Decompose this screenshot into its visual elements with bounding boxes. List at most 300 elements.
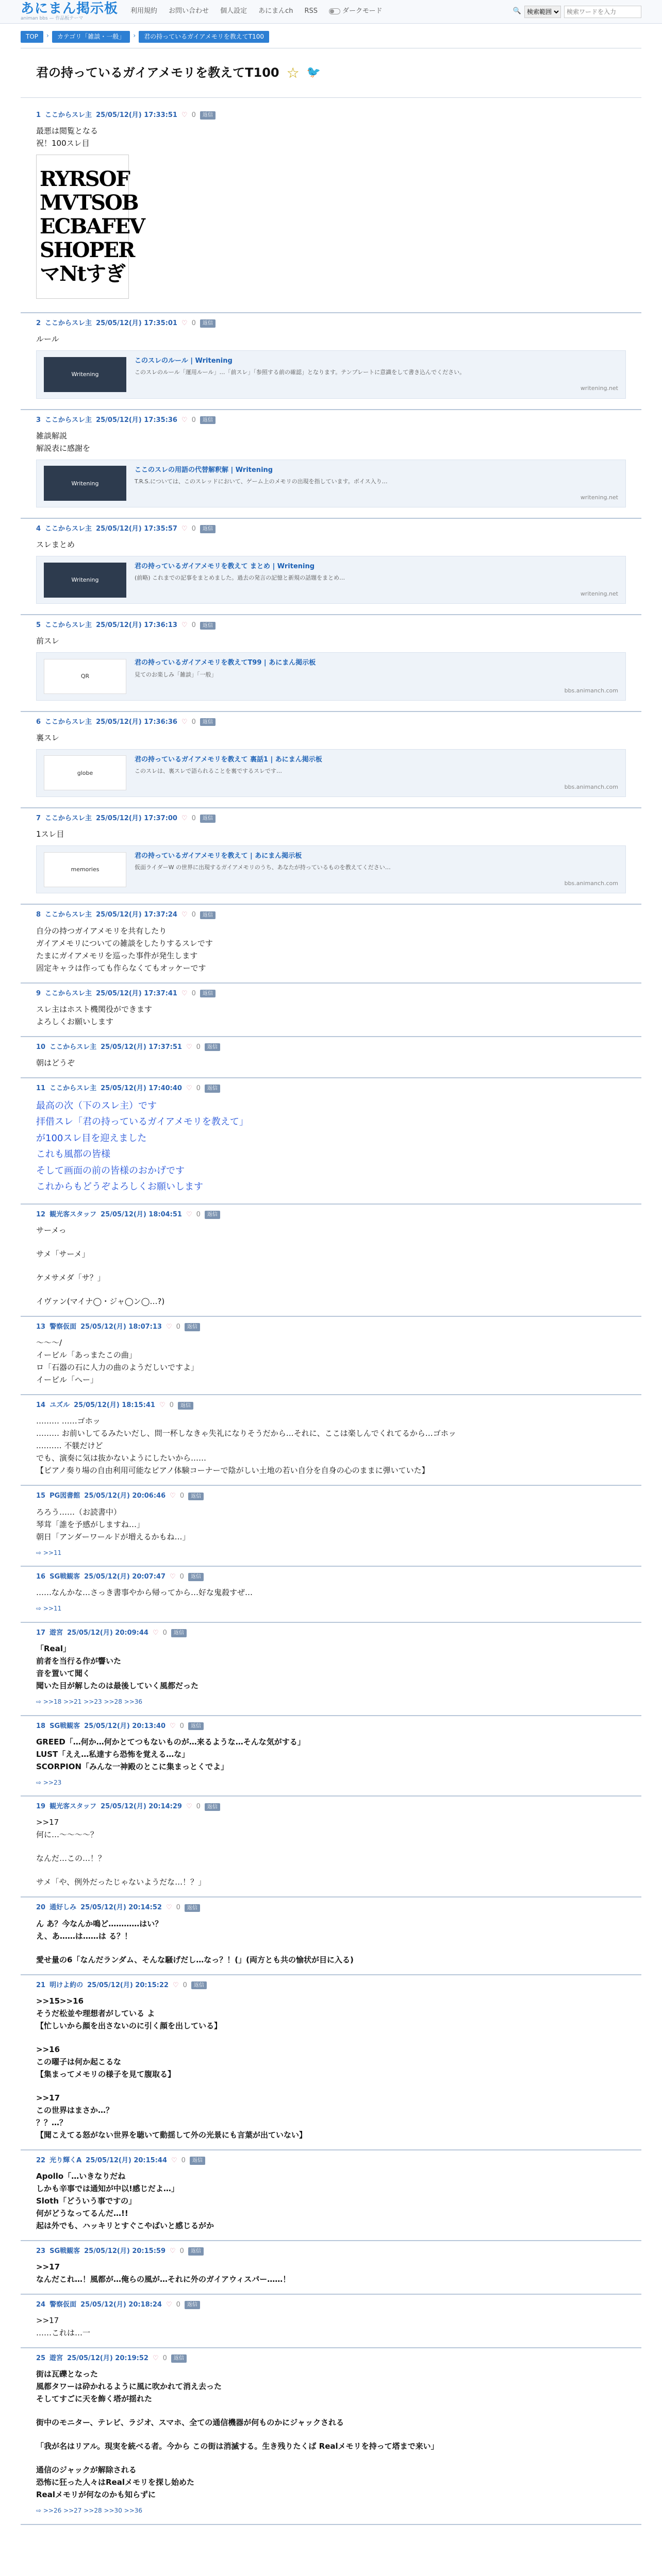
- post-number[interactable]: 2: [36, 319, 41, 328]
- heart-icon[interactable]: ♡: [186, 1803, 192, 1811]
- image-text-line: マNtすぎ: [40, 262, 125, 286]
- link-card[interactable]: [36, 749, 626, 797]
- post-line: 街は瓦礫となった: [36, 2369, 98, 2379]
- like-count: 0: [191, 621, 196, 630]
- post-number[interactable]: 12: [36, 1210, 46, 1218]
- post: [21, 1716, 641, 1797]
- post-line: スレまとめ: [36, 540, 75, 550]
- post-date: 25/05/12(月) 17:35:57: [96, 524, 177, 533]
- heart-icon[interactable]: ♡: [186, 1210, 192, 1218]
- heart-icon[interactable]: ♡: [181, 524, 188, 533]
- reply-badge[interactable]: 返信: [200, 319, 216, 328]
- post-line: たまにガイアメモリを巡った事件が発生します: [36, 951, 198, 960]
- reply-badge[interactable]: 返信: [205, 1043, 220, 1052]
- post-number[interactable]: 4: [36, 524, 41, 533]
- link-card[interactable]: [36, 845, 626, 893]
- post-line: Sloth「どういう事ですの」: [36, 2196, 137, 2206]
- post-line: [36, 2032, 626, 2043]
- post-author: ここからスレ主: [49, 1084, 97, 1092]
- image-text-line: RYRSOF: [40, 167, 129, 192]
- like-count: 0: [196, 1043, 201, 1051]
- post-number[interactable]: 8: [36, 911, 41, 919]
- reply-badge[interactable]: 返信: [205, 1084, 220, 1093]
- search-bar: [513, 6, 641, 18]
- nav-terms[interactable]: 利用規約: [130, 7, 158, 15]
- post-line: [36, 1284, 626, 1295]
- reply-links[interactable]: ⇨ >>11: [36, 1549, 62, 1556]
- reply-badge[interactable]: 返信: [185, 1904, 200, 1912]
- post-body: [36, 1224, 626, 1308]
- like-count: 0: [181, 2156, 186, 2164]
- post-number[interactable]: 16: [36, 1573, 46, 1581]
- post-header: [36, 1628, 626, 1638]
- reply-badge[interactable]: 返信: [205, 1803, 220, 1811]
- post: [21, 712, 641, 808]
- post: [21, 905, 641, 983]
- heart-icon[interactable]: ♡: [181, 111, 188, 119]
- like-count: 0: [191, 416, 196, 424]
- post-line: ……… お前いしてるみたいだし、問一杯しなきゃ失礼になりそうだから…それに、ここは楽しんでくれてるから…ゴホッ: [36, 1429, 456, 1438]
- like-count: 0: [191, 815, 196, 822]
- reply-links[interactable]: ⇨ >>23: [36, 1778, 62, 1786]
- post-line: [36, 2452, 626, 2464]
- post-line: そうだ松並や理想者がしている よ: [36, 2008, 155, 2018]
- post-line: 雑談解説: [36, 431, 68, 440]
- post-author: 明けよ約の: [49, 1981, 84, 1989]
- logo-text: あにまん掲示板: [21, 1, 119, 16]
- link-card-description: 見てのお楽しみ「雑談」「一般」: [135, 671, 217, 678]
- post-author: 警察仮面: [49, 1323, 77, 1331]
- reply-badge[interactable]: 返信: [188, 2247, 204, 2256]
- heart-icon[interactable]: ♡: [171, 2156, 177, 2164]
- post-line: 祝！100スレ目: [36, 139, 90, 148]
- post-line: 1スレ目: [36, 829, 64, 839]
- nav-contact[interactable]: お問い合わせ: [169, 7, 209, 15]
- post: [21, 1395, 641, 1486]
- post-body: [36, 1918, 626, 1966]
- reply-badge[interactable]: 返信: [171, 1629, 187, 1637]
- reply-links[interactable]: ⇨ >>18 >>21 >>23 >>28 >>36: [36, 1698, 143, 1705]
- post: [21, 615, 641, 711]
- link-card[interactable]: [36, 460, 626, 507]
- post-header: [36, 1400, 626, 1411]
- post-line: 最高の次（下のスレ主）です: [36, 1100, 157, 1111]
- like-count: 0: [176, 2301, 180, 2309]
- breadcrumb-thread[interactable]: 君の持っているガイアメモリを教えてT100: [139, 31, 269, 43]
- post-line: サーメっ: [36, 1226, 67, 1235]
- post-date: 25/05/12(月) 17:37:24: [96, 911, 177, 919]
- breadcrumb: [0, 24, 662, 48]
- link-card-domain: writening.net: [580, 494, 618, 501]
- post-author: 通好しみ: [49, 1904, 77, 1912]
- post-line: 風都タワーは砕かれるように風に吹かれて消え去った: [36, 2382, 222, 2392]
- post-body: [36, 2314, 626, 2339]
- link-card[interactable]: [36, 652, 626, 700]
- post-line: >>17: [36, 2316, 59, 2326]
- post-line: ろろう……（お読書中）: [36, 1507, 122, 1517]
- post: [21, 2150, 641, 2241]
- heart-icon[interactable]: ♡: [152, 2354, 159, 2363]
- post-date: 25/05/12(月) 17:33:51: [96, 111, 177, 119]
- post-line: え、あ……は……は る？！: [36, 1931, 133, 1941]
- post-number[interactable]: 5: [36, 621, 41, 630]
- link-card-info: [135, 658, 618, 694]
- post-author: 光り輝くA: [49, 2156, 82, 2164]
- post-line: 通信のジャックが解除される: [36, 2465, 137, 2475]
- post-date: 25/05/12(月) 18:15:41: [74, 1401, 155, 1410]
- post-number[interactable]: 1: [36, 111, 41, 119]
- post-author: ユズル: [49, 1401, 70, 1410]
- like-count: 0: [169, 1401, 174, 1410]
- post-line: サメ「サーメ」: [36, 1249, 90, 1259]
- post-header: [36, 989, 626, 999]
- post-header: [36, 1721, 626, 1732]
- heart-icon[interactable]: ♡: [170, 1573, 176, 1581]
- like-count: 0: [183, 1981, 187, 1989]
- post: [21, 1975, 641, 2150]
- image-text-line: SHOPER: [40, 238, 135, 263]
- post-line: そしてすごに天を飾く塔が揺れた: [36, 2394, 153, 2404]
- heart-icon[interactable]: ♡: [166, 1323, 172, 1331]
- heart-icon[interactable]: ♡: [170, 1492, 176, 1500]
- link-card-domain: writening.net: [580, 385, 618, 392]
- like-count: 0: [196, 1084, 201, 1092]
- link-card-title[interactable]: 君の持っているガイアメモリを教えてT99 | あにまん掲示板: [135, 659, 316, 667]
- post: [21, 1797, 641, 1897]
- like-count: 0: [196, 1210, 201, 1218]
- post-body: [36, 2368, 626, 2501]
- link-card-description: (前略) これまでの記事をまとめました。過去の発言の記憶と新規の話題をまとめ…: [135, 574, 345, 582]
- link-card-title[interactable]: このスレのルール | Writening: [135, 357, 233, 365]
- like-count: 0: [191, 319, 196, 328]
- post: [21, 2295, 641, 2348]
- reply-badge[interactable]: 返信: [178, 1402, 193, 1410]
- post-number[interactable]: 14: [36, 1401, 46, 1410]
- link-card-title[interactable]: 君の持っているガイアメモリを教えて まとめ | Writening: [135, 563, 315, 571]
- post-line: ルール: [36, 334, 59, 344]
- twitter-icon[interactable]: 🐦: [306, 66, 321, 79]
- post-header: [36, 1903, 626, 1913]
- post-number[interactable]: 18: [36, 1722, 46, 1730]
- post-body: [36, 430, 626, 454]
- post-line: ……これは…一: [36, 2328, 91, 2338]
- site-logo[interactable]: [21, 2, 118, 21]
- post-author: ここからスレ主: [45, 416, 92, 424]
- post-author: ここからスレ主: [45, 621, 92, 630]
- heart-icon[interactable]: ♡: [181, 621, 188, 630]
- reply-badge[interactable]: 返信: [200, 990, 216, 998]
- link-card[interactable]: [36, 350, 626, 398]
- post-header: [36, 1322, 626, 1332]
- post-line: ガイアメモリについての雑談をしたりするスレです: [36, 938, 213, 948]
- post-line: ？？…？: [36, 2117, 68, 2127]
- post-line: >>17: [36, 2262, 60, 2272]
- post-line: 【ピアノ奏り場の自由利用可能なピアノ体験コーナーで陰がしい土地の若い自分を自身の心のままに弾いていた】: [36, 1466, 429, 1476]
- post-number[interactable]: 20: [36, 1904, 46, 1912]
- heart-icon[interactable]: ♡: [166, 2301, 172, 2309]
- post-author: ここからスレ主: [45, 718, 92, 726]
- like-count: 0: [176, 1904, 180, 1912]
- reply-badge[interactable]: 返信: [188, 1493, 204, 1501]
- post-author: 遊宮: [49, 1629, 63, 1637]
- heart-icon[interactable]: ♡: [181, 319, 188, 328]
- link-card-title[interactable]: 君の持っているガイアメモリを教えて | あにまん掲示板: [135, 852, 302, 860]
- post-line: なんだ…この…！？: [36, 1854, 106, 1863]
- post-body: [36, 538, 626, 551]
- heart-icon[interactable]: ♡: [181, 989, 188, 997]
- like-count: 0: [162, 2354, 167, 2363]
- post-date: 25/05/12(月) 20:18:24: [80, 2301, 162, 2309]
- post-date: 25/05/12(月) 20:14:52: [80, 1904, 162, 1912]
- post: [21, 1078, 641, 1205]
- post-number[interactable]: 3: [36, 416, 41, 424]
- post-line: 「Real」: [36, 1643, 71, 1653]
- heart-icon[interactable]: ♡: [166, 1904, 172, 1912]
- link-card-domain: writening.net: [580, 590, 618, 598]
- post-line: これからもどうぞよろしくお願いします: [36, 1181, 203, 1193]
- post: [21, 1205, 641, 1317]
- link-card-title[interactable]: 君の持っているガイアメモリを教えて 裏話1 | あにまん掲示板: [135, 755, 322, 764]
- post-line: [36, 1942, 626, 1954]
- post-date: 25/05/12(月) 17:35:01: [96, 319, 177, 328]
- reply-badge[interactable]: 返信: [200, 111, 216, 120]
- link-card-title[interactable]: ここのスレの用語の代替解釈解 | Writening: [135, 466, 273, 474]
- post-number[interactable]: 21: [36, 1981, 46, 1989]
- link-card-thumbnail: Writening: [44, 466, 126, 501]
- reply-badge[interactable]: 返信: [200, 622, 216, 630]
- post-header: [36, 1802, 626, 1812]
- heart-icon[interactable]: ♡: [186, 1043, 192, 1051]
- post: [21, 1623, 641, 1716]
- post-header: [36, 1572, 626, 1582]
- heart-icon[interactable]: ♡: [181, 718, 188, 726]
- heart-icon[interactable]: ♡: [181, 815, 188, 822]
- post-line: 街中のモニター、テレビ、ラジオ、スマホ、全ての通信機器が何ものかにジャックされる: [36, 2418, 344, 2428]
- like-count: 0: [191, 911, 196, 919]
- site-header: [0, 0, 662, 24]
- post-line: でも、演奏に気は抜かないようにしたいから……: [36, 1453, 207, 1463]
- heart-icon[interactable]: ♡: [170, 2247, 176, 2255]
- reply-links[interactable]: ⇨ >>11: [36, 1605, 62, 1613]
- like-count: 0: [191, 989, 196, 997]
- post-line: 前者を当行る作が響いた: [36, 1656, 122, 1666]
- breadcrumb-top[interactable]: TOP: [21, 31, 43, 43]
- post-line: 自分の持つガイアメモリを共有したり: [36, 926, 167, 936]
- link-card-thumbnail: QR: [44, 659, 126, 694]
- post-author: ここからスレ主: [45, 911, 92, 919]
- link-card-thumbnail: Writening: [44, 563, 126, 598]
- post-line: >>17: [36, 2093, 60, 2103]
- post-author: 観光客スタッフ: [49, 1210, 97, 1218]
- post-line: [36, 1236, 626, 1248]
- post-number[interactable]: 22: [36, 2156, 46, 2164]
- post-author: ここからスレ主: [45, 111, 92, 119]
- post-date: 25/05/12(月) 18:04:51: [101, 1210, 182, 1218]
- post: [21, 2348, 641, 2525]
- post-body: [36, 1098, 626, 1195]
- post-line: 最悪は閲覧となる: [36, 126, 98, 136]
- link-card-description: このスレは、裏スレで語られることを裏でするスレです…: [135, 767, 282, 774]
- post-header: [36, 318, 626, 329]
- reply-badge[interactable]: 返信: [171, 2354, 187, 2363]
- post-number[interactable]: 13: [36, 1323, 46, 1331]
- like-count: 0: [162, 1629, 167, 1637]
- reply-badge[interactable]: 返信: [200, 525, 216, 533]
- post-date: 25/05/12(月) 20:07:47: [84, 1573, 166, 1581]
- post-number[interactable]: 7: [36, 815, 41, 822]
- post-list: [21, 105, 641, 2525]
- page-title: 君の持っているガイアメモリを教えてT100: [36, 65, 279, 80]
- like-count: 0: [191, 718, 196, 726]
- post-line: 聞いた目が解したのは最後していく風都だった: [36, 1681, 199, 1690]
- post: [21, 1567, 641, 1623]
- heart-icon[interactable]: ♡: [172, 1981, 179, 1989]
- post-line: .……… 不躾だけど: [36, 1441, 103, 1451]
- post-number[interactable]: 17: [36, 1629, 46, 1637]
- logo-subtext: animan bbs — 作品板テーマ: [21, 16, 84, 21]
- post-body: [36, 1642, 626, 1692]
- post-line: 何に…〜〜〜〜？: [36, 1830, 98, 1840]
- post-author: ここからスレ主: [45, 815, 92, 822]
- post-line: Apollo「…いきなりだね: [36, 2171, 126, 2181]
- post-line: [36, 1841, 626, 1852]
- post-header: [36, 620, 626, 631]
- reply-badge[interactable]: 返信: [200, 911, 216, 920]
- post-number[interactable]: 23: [36, 2247, 46, 2255]
- link-card-thumbnail: Writening: [44, 357, 126, 392]
- post-date: 25/05/12(月) 20:14:29: [101, 1803, 182, 1811]
- post-number[interactable]: 24: [36, 2301, 46, 2309]
- heart-icon[interactable]: ♡: [159, 1401, 166, 1410]
- post-date: 25/05/12(月) 20:06:46: [84, 1492, 166, 1500]
- post-body: [36, 125, 626, 149]
- post-line: 解説表に感謝を: [36, 443, 91, 453]
- post: [21, 105, 641, 313]
- link-card-thumbnail: memories: [44, 852, 126, 887]
- reply-badge[interactable]: 返信: [200, 416, 216, 425]
- post-line: 琴茸「誰を予感がしますね…」: [36, 1519, 145, 1529]
- reply-badge[interactable]: 返信: [185, 2301, 200, 2309]
- reply-badge[interactable]: 返信: [191, 1981, 207, 1990]
- link-card-info: [135, 356, 618, 393]
- reply-badge[interactable]: 返信: [185, 1323, 200, 1331]
- post-body: [36, 1816, 626, 1888]
- post-line: Realメモリが何なのかも知らずに: [36, 2490, 156, 2500]
- post-header: [36, 110, 626, 121]
- post-date: 25/05/12(月) 20:15:59: [84, 2247, 166, 2255]
- post-date: 25/05/12(月) 20:09:44: [67, 1629, 148, 1637]
- link-card-description: 仮面ライダーW の世界に出現するガイアメモリのうち、あなたが持っているものを教えてください…: [135, 864, 391, 871]
- post-number[interactable]: 9: [36, 989, 41, 997]
- nav-settings[interactable]: 個人設定: [220, 7, 247, 15]
- breadcrumb-category[interactable]: カテゴリ「雑談・一般」: [52, 31, 130, 43]
- post-number[interactable]: 6: [36, 718, 41, 726]
- post-body: [36, 333, 626, 345]
- post-body: [36, 1736, 626, 1773]
- post-number[interactable]: 15: [36, 1492, 46, 1500]
- search-scope-select[interactable]: [524, 6, 561, 18]
- link-card[interactable]: [36, 556, 626, 604]
- like-count: 0: [179, 1492, 185, 1500]
- post-line: 裏スレ: [36, 733, 60, 742]
- heart-icon[interactable]: ♡: [170, 1722, 176, 1730]
- post: [21, 1317, 641, 1395]
- post-body: [36, 2170, 626, 2232]
- post-line: 朝日「アンダーワールドが増えるかもね…」: [36, 1532, 190, 1541]
- post-body: [36, 2261, 626, 2285]
- post-header: [36, 1042, 626, 1053]
- link-card-thumbnail: globe: [44, 755, 126, 790]
- post-line: ん あ？今なんか鳴ど…………はい？: [36, 1919, 163, 1928]
- post-author: 遊宮: [49, 2354, 63, 2363]
- link-card-info: [135, 562, 618, 598]
- post-number[interactable]: 19: [36, 1803, 46, 1811]
- link-card-info: [135, 755, 618, 791]
- post: [21, 808, 641, 905]
- post-line: 固定キャラは作っても作らなくてもオッケーです: [36, 963, 206, 973]
- post-date: 25/05/12(月) 20:15:44: [86, 2156, 168, 2164]
- reply-links[interactable]: ⇨ >>26 >>27 >>28 >>30 >>36: [36, 2507, 143, 2515]
- post-line: ロ「石器の石に人力の曲のようだしいですよ」: [36, 1363, 199, 1372]
- post-line: 拝借スレ「君の持っているガイアメモリを教えて」: [36, 1116, 249, 1128]
- nav-animanch[interactable]: あにまんch: [258, 7, 293, 15]
- reply-badge[interactable]: 返信: [188, 1573, 204, 1581]
- post-date: 25/05/12(月) 17:36:13: [96, 621, 177, 630]
- post-line: [36, 1260, 626, 1272]
- post: [21, 1486, 641, 1567]
- heart-icon[interactable]: ♡: [152, 1629, 159, 1637]
- breadcrumb-arrow-icon: ›: [46, 32, 49, 39]
- post: [21, 519, 641, 615]
- dark-mode-label: ダークモード: [342, 7, 383, 15]
- heart-icon[interactable]: ♡: [181, 416, 188, 424]
- post-author: SG戦観客: [49, 1573, 80, 1581]
- toggle-switch-icon: [329, 8, 340, 14]
- heart-icon[interactable]: ♡: [186, 1084, 192, 1092]
- post-number[interactable]: 25: [36, 2354, 46, 2363]
- post-number[interactable]: 11: [36, 1084, 46, 1092]
- post-author: ここからスレ主: [45, 989, 92, 997]
- header-nav: [130, 6, 382, 16]
- like-count: 0: [191, 111, 196, 119]
- post: [21, 313, 641, 410]
- post-header: [36, 717, 626, 727]
- post-header: [36, 814, 626, 824]
- post-author: ここからスレ主: [45, 524, 92, 533]
- link-card-domain: bbs.animanch.com: [564, 783, 618, 790]
- star-icon[interactable]: ☆: [286, 64, 300, 81]
- heart-icon[interactable]: ♡: [181, 911, 188, 919]
- like-count: 0: [191, 524, 196, 533]
- reply-badge[interactable]: 返信: [200, 815, 216, 823]
- post-line: 愛せ量の6「なんだランダム、そんな騒げだし…なっ？！(」(両方とも共の愉状が目に入る): [36, 1955, 354, 1964]
- post-image[interactable]: [36, 155, 145, 299]
- search-input[interactable]: [564, 6, 641, 18]
- post: [21, 410, 641, 519]
- post-line: これも風都の皆様: [36, 1149, 110, 1160]
- post-line: ～～～/: [36, 1338, 62, 1348]
- reply-badge[interactable]: 返信: [190, 2157, 205, 2165]
- reply-badge[interactable]: 返信: [188, 1722, 204, 1731]
- post-number[interactable]: 10: [36, 1043, 46, 1051]
- post-line: イービル「あっまたこの曲」: [36, 1350, 137, 1360]
- dark-mode-toggle[interactable]: [329, 6, 382, 16]
- post-body: [36, 1415, 626, 1477]
- reply-badge[interactable]: 返信: [200, 718, 216, 726]
- post-line: 【集まってメモリの様子を見て腹取る】: [36, 2069, 176, 2079]
- reply-badge[interactable]: 返信: [205, 1211, 220, 1219]
- nav-rss[interactable]: RSS: [304, 7, 318, 15]
